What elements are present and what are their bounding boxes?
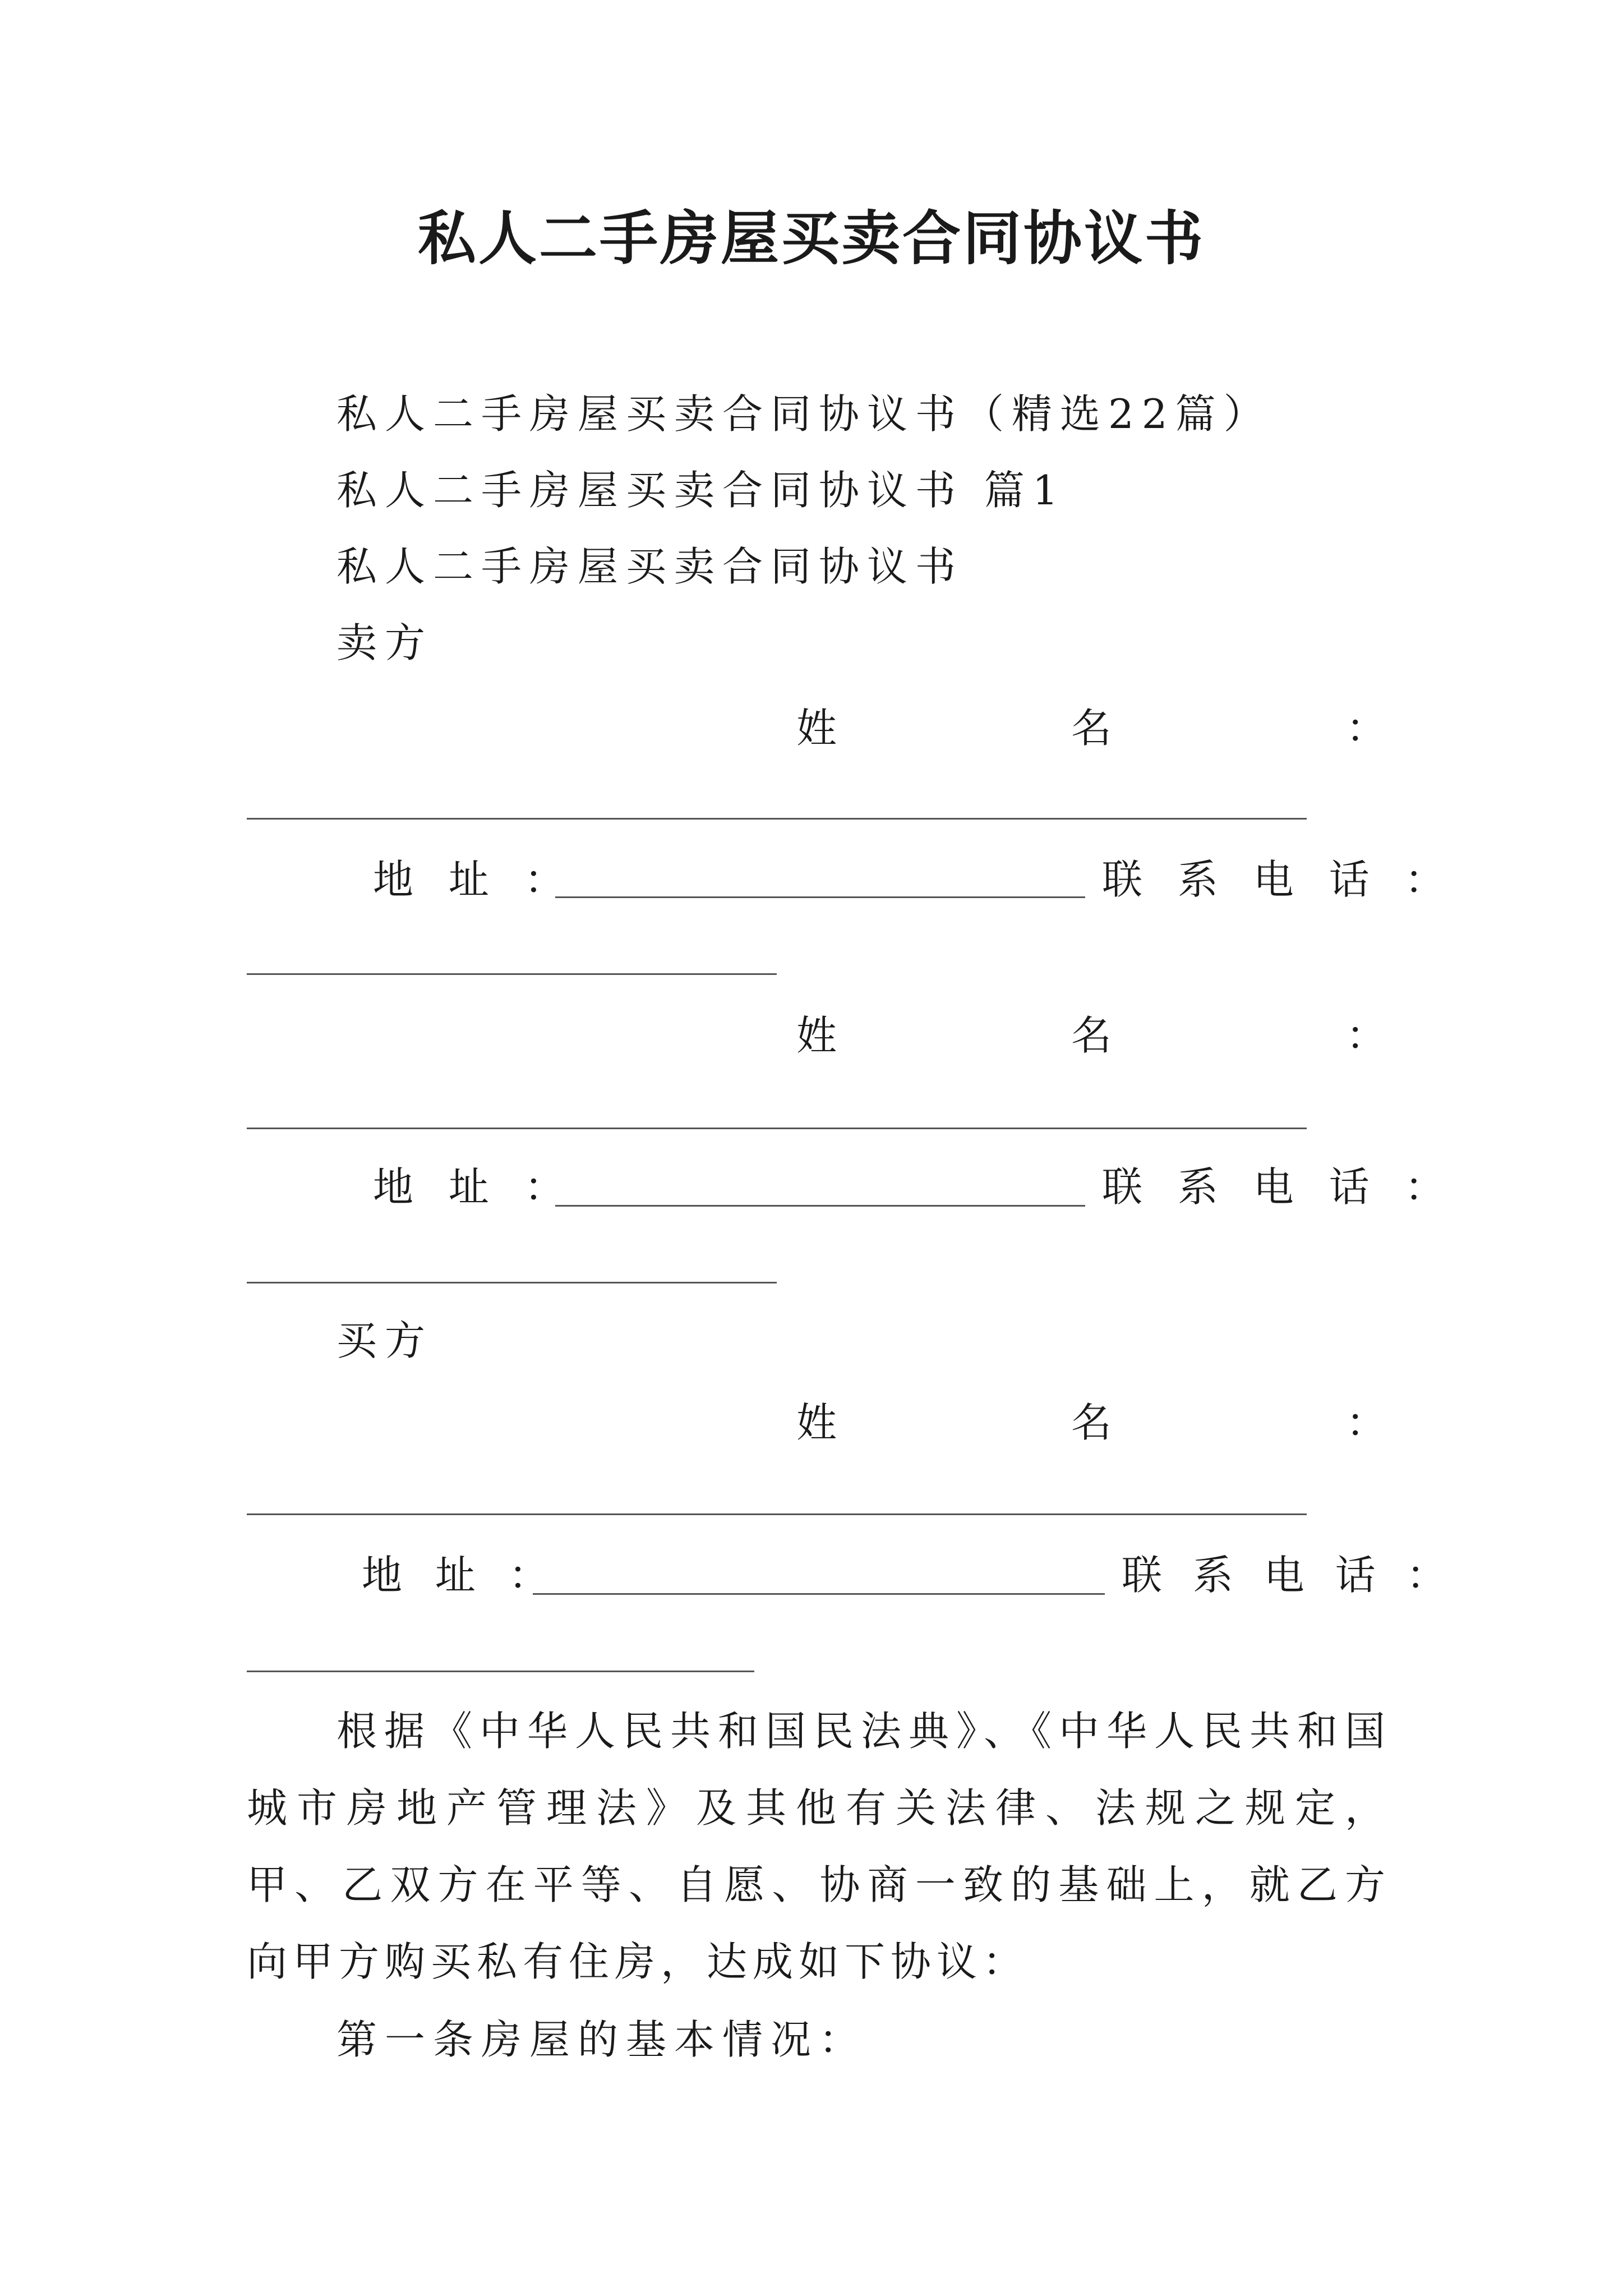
phone-label: 联 系 电 话 ： (1122, 1552, 1456, 1599)
buyer-heading: 买方 (336, 1317, 434, 1364)
buyer-address-blank (533, 1593, 1105, 1595)
name-label-char-2: 名 (1071, 705, 1112, 752)
address-label: 地 址 ： (362, 1552, 559, 1599)
buyer-phone-blank (247, 1671, 754, 1672)
name-label-colon: ： (1346, 1399, 1387, 1446)
phone-label: 联 系 电 话 ： (1102, 1163, 1456, 1211)
seller-heading: 卖方 (336, 619, 434, 666)
seller-2-address-blank (555, 1205, 1085, 1207)
intro-line-2: 私人二手房屋买卖合同协议书 篇1 (336, 467, 1066, 514)
body-paragraph: 根据《中华人民共和国民法典》、《中华人民共和国城市房地产管理法》及其他有关法律、法规之规定，甲、乙双方在平等、自愿、协商一致的基础上，就乙方向甲方购买私有住房，达成如下协议： (247, 1708, 1391, 1985)
seller-2-phone-blank (247, 1282, 777, 1283)
seller-2-name-blank (247, 1128, 1307, 1129)
name-label-char-1: 姓 (796, 1399, 837, 1446)
article-1-heading: 第一条房屋的基本情况： (336, 2016, 868, 2063)
intro-line-1: 私人二手房屋买卖合同协议书（精选22篇） (336, 390, 1272, 438)
name-label-char-1: 姓 (796, 705, 837, 752)
name-label-colon: ： (1346, 1012, 1387, 1059)
seller-1-phone-blank (247, 973, 777, 975)
name-label-char-1: 姓 (796, 1012, 837, 1059)
name-label-char-2: 名 (1071, 1399, 1112, 1446)
name-label-colon: ： (1346, 705, 1387, 752)
buyer-name-blank (247, 1513, 1307, 1515)
name-label-char-2: 名 (1071, 1012, 1112, 1059)
seller-1-name-blank (247, 818, 1307, 820)
address-label: 地 址 ： (373, 1163, 576, 1211)
document-title: 私人二手房屋买卖合同协议书 (417, 204, 1205, 273)
address-label: 地 址 ： (373, 856, 576, 903)
phone-label: 联 系 电 话 ： (1102, 856, 1456, 903)
intro-line-3: 私人二手房屋买卖合同协议书 (336, 543, 964, 590)
seller-1-address-blank (555, 896, 1085, 898)
